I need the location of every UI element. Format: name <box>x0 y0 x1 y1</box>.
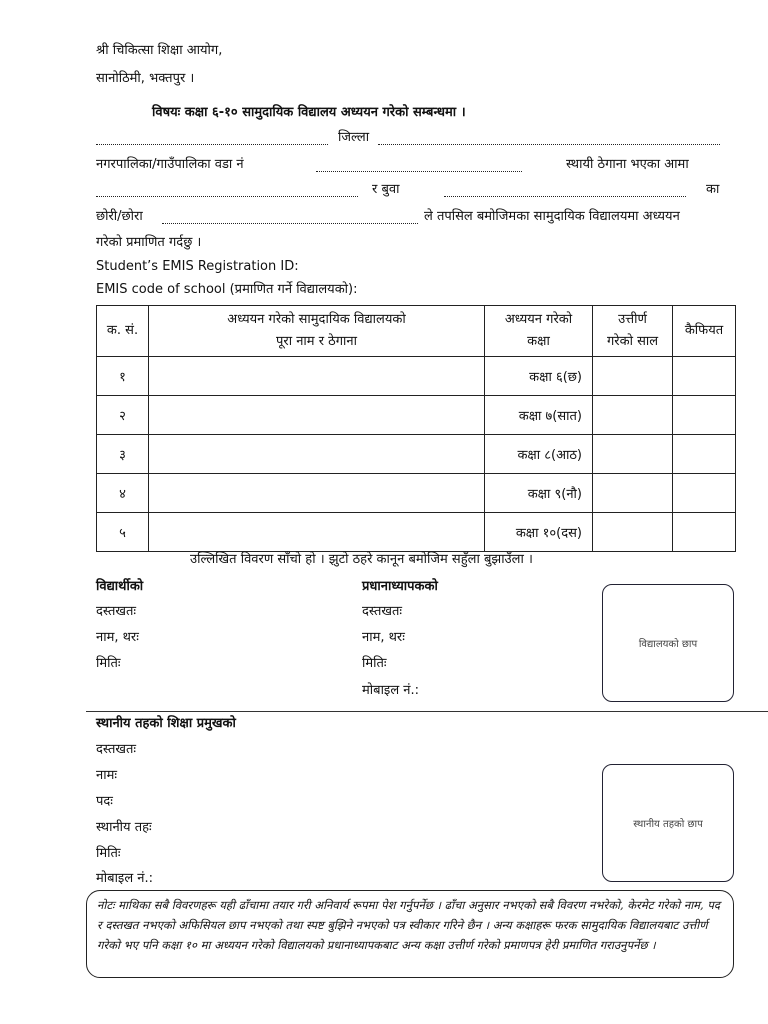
header-class-line-1: अध्ययन गरेको <box>504 312 573 327</box>
schools-table <box>96 305 736 552</box>
header-class-line-2: कक्षा <box>527 334 550 349</box>
local-post-label: पदः <box>96 794 113 809</box>
principal-mobile-label: मोबाइल नं.: <box>362 683 419 698</box>
statement-part-2: गरेको प्रमाणित गर्दछु । <box>96 235 202 250</box>
row-remarks-cell[interactable] <box>673 474 736 513</box>
row-passed-cell[interactable] <box>593 357 673 396</box>
row-class: कक्षा १०(दस) <box>485 513 593 552</box>
row-school-cell[interactable] <box>149 435 485 474</box>
row-passed-cell[interactable] <box>593 435 673 474</box>
row-class: कक्षा ८(आठ) <box>485 435 593 474</box>
principal-heading: प्रधानाध्यापकको <box>362 579 438 594</box>
row-school-cell[interactable] <box>149 396 485 435</box>
addressee-line-1: श्री चिकित्सा शिक्षा आयोग, <box>96 43 223 58</box>
header-remarks: कैफियत <box>673 306 736 357</box>
local-stamp-label: स्थानीय तहको छाप <box>633 819 703 830</box>
row-sn: ५ <box>97 513 149 552</box>
ward-blank[interactable] <box>316 171 522 172</box>
header-class <box>485 306 593 357</box>
district-label: जिल्ला <box>338 130 370 145</box>
header-passed-line-1: उत्तीर्ण <box>618 312 647 327</box>
local-heading: स्थानीय तहको शिक्षा प्रमुखको <box>96 716 236 731</box>
row-passed-cell[interactable] <box>593 474 673 513</box>
of-label: का <box>706 182 720 197</box>
and-father-label: र बुवा <box>372 182 400 197</box>
table-row <box>97 357 736 396</box>
row-class: कक्षा ६(छ) <box>485 357 593 396</box>
table-row <box>97 513 736 552</box>
father-name-blank[interactable] <box>444 196 686 197</box>
principal-name-label: नाम, थरः <box>362 630 405 645</box>
emis-school-label: EMIS code of school (प्रमाणित गर्ने विद्यालयको): <box>96 282 358 297</box>
principal-date-label: मितिः <box>362 656 387 671</box>
header-school <box>149 306 485 357</box>
row-class: कक्षा ७(सात) <box>485 396 593 435</box>
student-signature-label: दस्तखतः <box>96 604 137 619</box>
row-remarks-cell[interactable] <box>673 513 736 552</box>
note-text: नोटः माथिका सबै विवरणहरू यही ढाँचामा तयार गरी अनिवार्य रूपमा पेश गर्नुपर्नेछ । ढाँचा अनुसार नभएको सबै विवरण नभरेको, केरमेट गरेको नाम, पद र दस्तखत नभएको अफिसियल छाप नभएको तथा स्पष्ट बुझिने नभएको पत्र स्वीकार गरिने छैन । अन्य कक्षाहरू फरक सामुदायिक विद्यालयबाट उत्तीर्ण गरेको भए पनि कक्षा १० मा अध्ययन गरेको विद्यालयको प्रधानाध्यापकबाट अन्य कक्षा उत्तीर्ण गरेको प्रमाणपत्र हेरी प्रमाणित गराउनुपर्नेछ । <box>97 898 721 952</box>
student-name-blank[interactable] <box>162 223 418 224</box>
local-date-label: मितिः <box>96 846 121 861</box>
local-stamp-box <box>602 764 734 882</box>
header-passed <box>593 306 673 357</box>
row-school-cell[interactable] <box>149 474 485 513</box>
student-name-label: नाम, थरः <box>96 630 139 645</box>
row-school-cell[interactable] <box>149 513 485 552</box>
row-passed-cell[interactable] <box>593 513 673 552</box>
header-school-line-2: पूरा नाम र ठेगाना <box>276 334 357 349</box>
row-school-cell[interactable] <box>149 357 485 396</box>
local-signature-label: दस्तखतः <box>96 742 137 757</box>
table-row <box>97 435 736 474</box>
statement-part-1: ले तपसिल बमोजिमका सामुदायिक विद्यालयमा अध्ययन <box>424 209 680 224</box>
district-blank[interactable] <box>378 144 720 145</box>
header-sn: क. सं. <box>97 306 149 357</box>
daughter-son-label: छोरी/छोरा <box>96 209 143 224</box>
row-sn: २ <box>97 396 149 435</box>
mother-name-blank[interactable] <box>96 196 358 197</box>
header-school-line-1: अध्ययन गरेको सामुदायिक विद्यालयको <box>227 312 406 327</box>
permanent-address-mother: स्थायी ठेगाना भएका आमा <box>566 157 689 172</box>
local-mobile-label: मोबाइल नं.: <box>96 871 153 886</box>
emis-student-label: Student’s EMIS Registration ID: <box>96 259 299 274</box>
table-header-row <box>97 306 736 357</box>
blank-line[interactable] <box>96 144 328 145</box>
row-remarks-cell[interactable] <box>673 357 736 396</box>
addressee-line-2: सानोठिमी, भक्तपुर । <box>96 71 195 86</box>
subject-line: विषयः कक्षा ६-१० सामुदायिक विद्यालय अध्ययन गरेको सम्बन्धमा । <box>152 105 466 120</box>
declaration: उल्लिखित विवरण साँचो हो । झुटो ठहरे कानून बमोजिम सहुँला बुझाउँला । <box>190 552 533 567</box>
table-row <box>97 474 736 513</box>
section-divider <box>86 711 768 712</box>
student-date-label: मितिः <box>96 656 121 671</box>
row-sn: १ <box>97 357 149 396</box>
principal-signature-label: दस्तखतः <box>362 604 403 619</box>
municipality-label: नगरपालिका/गाउँपालिका वडा नं <box>96 157 244 172</box>
row-passed-cell[interactable] <box>593 396 673 435</box>
local-name-label: नामः <box>96 768 117 783</box>
student-heading: विद्यार्थीको <box>96 579 144 594</box>
row-class: कक्षा ९(नौ) <box>485 474 593 513</box>
school-stamp-box <box>602 584 734 702</box>
note-box <box>86 890 734 978</box>
row-remarks-cell[interactable] <box>673 435 736 474</box>
header-passed-line-2: गरेको साल <box>606 334 659 349</box>
table-row <box>97 396 736 435</box>
row-sn: ३ <box>97 435 149 474</box>
row-remarks-cell[interactable] <box>673 396 736 435</box>
row-sn: ४ <box>97 474 149 513</box>
school-stamp-label: विद्यालयको छाप <box>638 639 698 650</box>
local-level-label: स्थानीय तहः <box>96 820 152 835</box>
